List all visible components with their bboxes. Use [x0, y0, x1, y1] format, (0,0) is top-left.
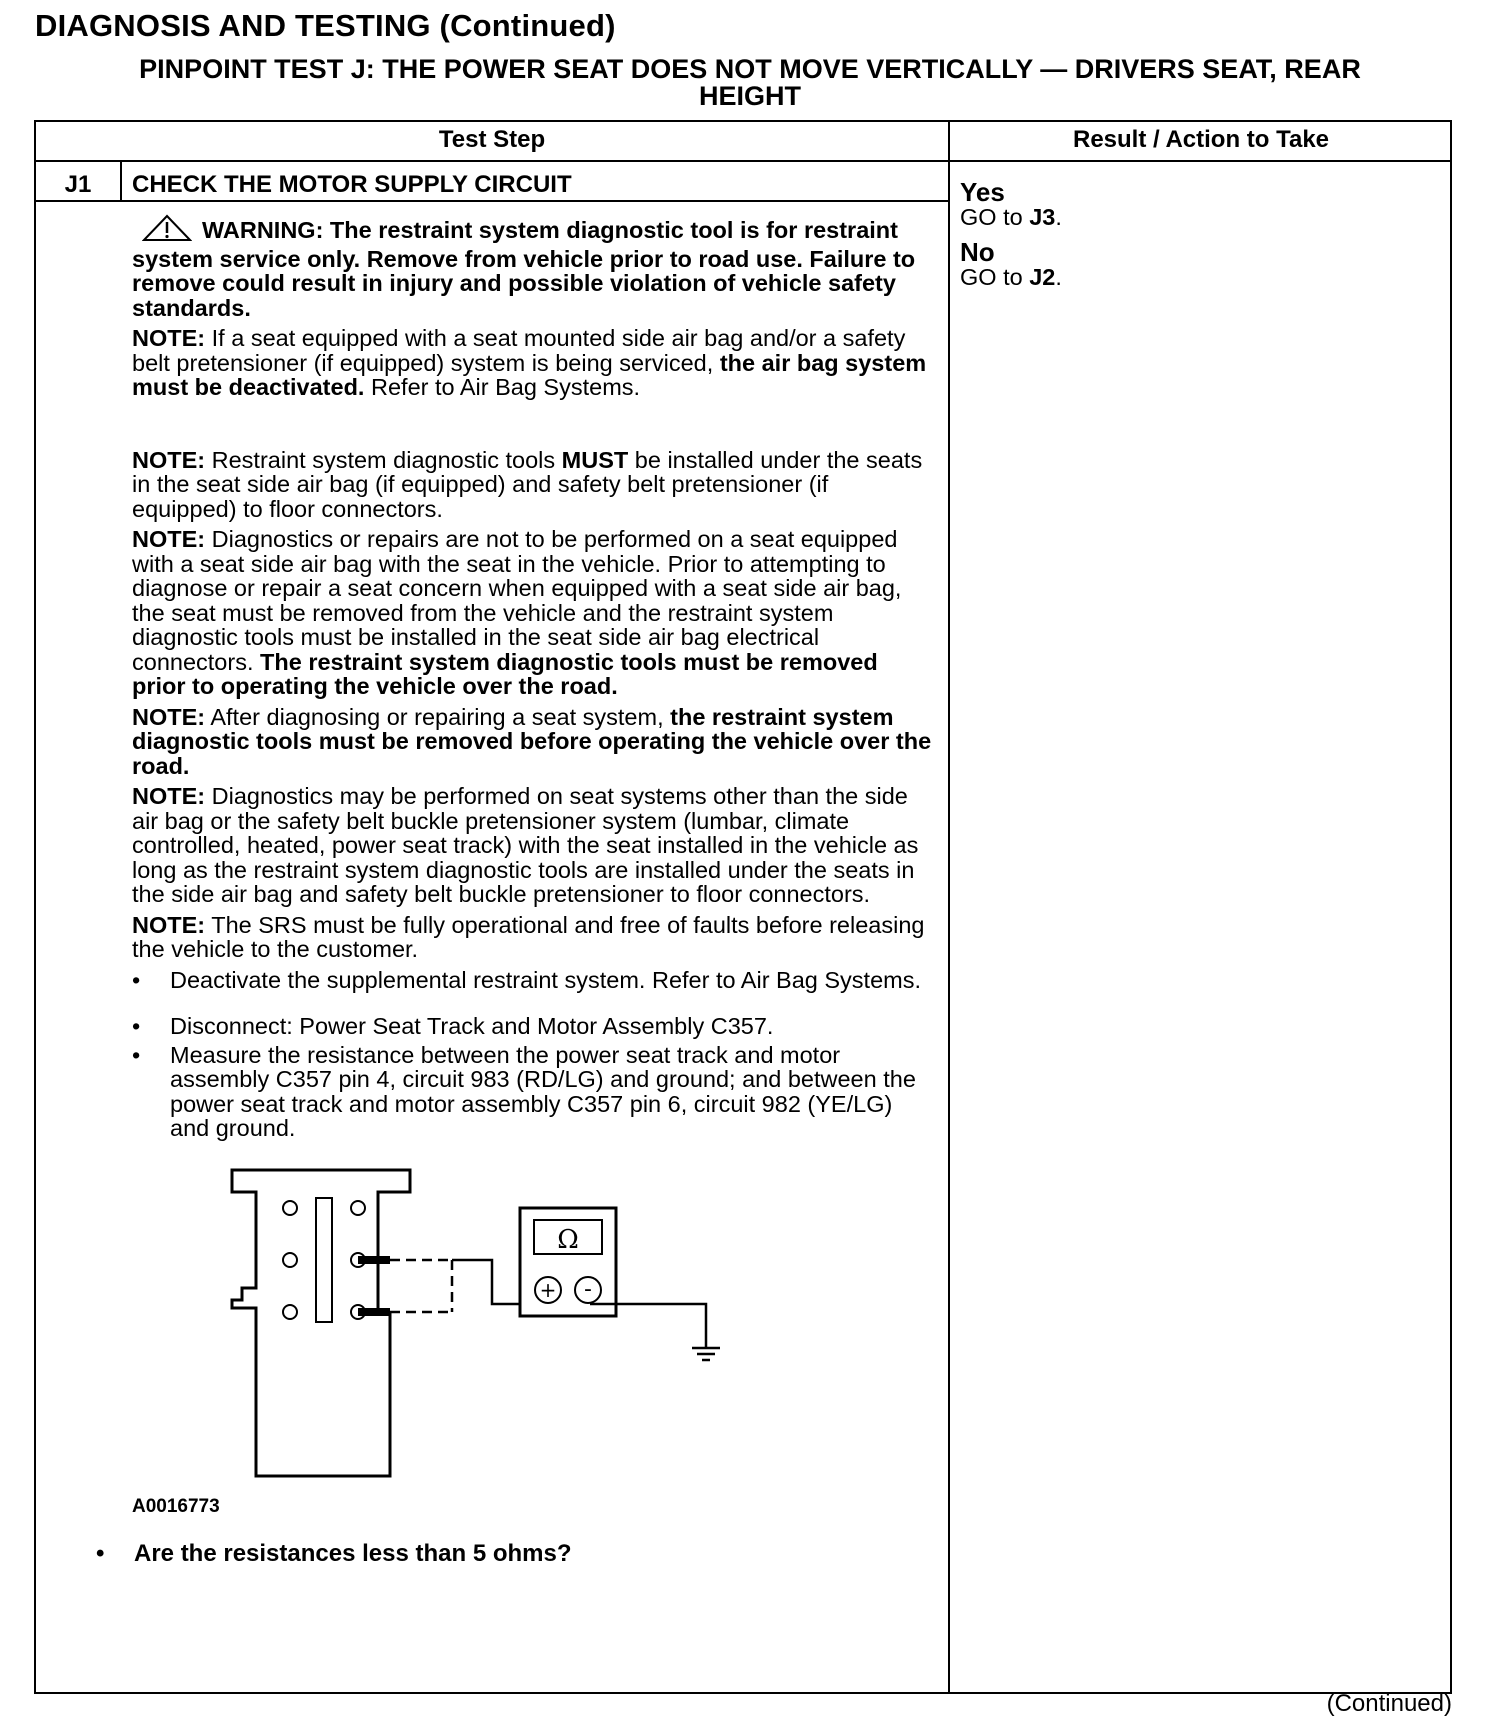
period: . — [1055, 264, 1062, 290]
note-5 — [132, 784, 932, 907]
pinpoint-title-line2: HEIGHT — [698, 81, 801, 111]
result-no-label: No — [960, 237, 995, 267]
pin-circle — [283, 1305, 297, 1319]
bullet: • — [132, 1041, 141, 1068]
ground-lead — [590, 1304, 706, 1348]
note-2 — [132, 448, 932, 522]
note-6 — [132, 913, 932, 962]
probe-pin-6 — [358, 1308, 390, 1316]
note-bold-text: MUST — [561, 446, 629, 473]
result-no-action — [960, 265, 1062, 290]
connector-center-bar — [316, 1198, 332, 1322]
note-text: Diagnostics or repairs are not to be performed on a seat equipped with a seat side air bag with the seat in the vehicle. Prior to attempting to diagnose or repair a seat concern when equipped with a seat side air bag, the seat must be removed from the vehicle and the restraint system diagnostic tools must be installed in the seat side air bag electrical connectors. — [132, 526, 902, 675]
note-bold-text: The restraint system diagnostic tools must be removed prior to operating the vehicle over the road. — [132, 648, 878, 699]
note-text: After diagnosing or repairing a seat system, — [205, 703, 671, 730]
probe-pin-4 — [358, 1256, 390, 1264]
note-text: Refer to Air Bag Systems. — [364, 374, 641, 400]
pin-circle — [283, 1201, 297, 1215]
bullet: • — [132, 966, 141, 993]
test-question — [96, 1540, 572, 1568]
no-target-step: J2 — [1029, 264, 1056, 290]
go-to-text: GO to — [960, 204, 1030, 230]
test-step-body — [132, 214, 932, 1145]
pin-circle — [351, 1201, 365, 1215]
note-label: NOTE: — [132, 526, 206, 552]
bullet: • — [96, 1540, 105, 1567]
note-text: Diagnostics may be performed on seat systems other than the side air bag or the safety belt buckle pretensioner system (lumbar, climate controlled, heated, power seat track) with the seat installed in the vehicle as long as the restraint system diagnostic tools are installed under the seats in the side air bag and safety belt buckle pretensioner to floor connectors. — [132, 783, 919, 907]
page-title: DIAGNOSIS AND TESTING (Continued) — [35, 8, 616, 43]
continued-label: (Continued) — [1326, 1690, 1452, 1717]
pinpoint-title-line1: PINPOINT TEST J: THE POWER SEAT DOES NOT MOVE VERTICALLY — DRIVERS SEAT, REAR — [139, 54, 1361, 84]
warning-label: WARNING: — [202, 217, 324, 243]
question-text: Are the resistances less than 5 ohms? — [134, 1540, 572, 1567]
column-divider — [948, 122, 950, 1694]
warning-triangle-icon — [142, 214, 192, 247]
period: . — [1055, 204, 1062, 230]
note-label: NOTE: — [132, 911, 206, 938]
header-row-divider — [36, 160, 1452, 162]
column-header-result: Result / Action to Take — [1072, 126, 1330, 153]
warning-text: The restraint system diagnostic tool is for restraint system service only. Remove from vehicle prior to road use. Failure to remove could result in injury and possible violation of vehicle safety standards. — [132, 217, 916, 321]
note-text: If a seat equipped with a seat mounted side air bag and/or a safety belt pretensioner (if equipped) system is being serviced, — [132, 325, 906, 376]
minus-sign: - — [584, 1277, 592, 1302]
note-bold-text: the air bag system must be deactivated. — [132, 349, 927, 400]
note-label: NOTE: — [132, 703, 206, 730]
action-list — [132, 968, 932, 1141]
list-item — [132, 1014, 932, 1039]
note-label: NOTE: — [132, 783, 206, 809]
pin-circle — [283, 1253, 297, 1267]
list-item-text: Measure the resistance between the power seat track and motor assembly C357 pin 4, circuit 983 (RD/LG) and ground; and between the power seat track and motor assembly C357 pin 6, circuit 982 (YE/LG) and ground. — [170, 1041, 916, 1141]
step-id-divider — [120, 160, 122, 202]
note-label: NOTE: — [132, 446, 206, 473]
note-bold-text: the restraint system diagnostic tools must be removed before operating the vehicle over the road. — [132, 703, 932, 779]
connector-test-diagram — [190, 1168, 790, 1493]
result-yes-action — [960, 205, 1062, 230]
meter-lead — [452, 1260, 520, 1304]
note-label: NOTE: — [132, 325, 206, 351]
note-1 — [132, 326, 932, 400]
yes-target-step: J3 — [1029, 204, 1056, 230]
plus-sign: + — [539, 1278, 557, 1302]
bullet: • — [132, 1013, 141, 1039]
ohm-symbol: Ω — [557, 1225, 579, 1255]
go-to-text: GO to — [960, 264, 1030, 290]
list-item-text: Deactivate the supplemental restraint system. Refer to Air Bag Systems. — [170, 966, 922, 993]
list-item — [132, 968, 932, 993]
figure-id: A0016773 — [132, 1496, 220, 1517]
list-item — [132, 1043, 932, 1141]
warning-paragraph — [132, 214, 932, 320]
step-title: CHECK THE MOTOR SUPPLY CIRCUIT — [132, 171, 572, 198]
step-id: J1 — [64, 171, 92, 198]
note-text: The SRS must be fully operational and free of faults before releasing the vehicle to the customer. — [132, 911, 925, 962]
note-4 — [132, 705, 932, 779]
result-actions — [960, 177, 1062, 300]
column-header-test-step: Test Step — [438, 126, 546, 153]
pinpoint-test-title — [80, 56, 1420, 110]
note-text: be installed under the seats in the seat side air bag (if equipped) and safety belt pretensioner (if equipped) to floor connectors. — [132, 446, 923, 522]
note-text: Restraint system diagnostic tools — [205, 446, 562, 473]
list-item-text: Disconnect: Power Seat Track and Motor Assembly C357. — [170, 1013, 774, 1039]
result-yes-label: Yes — [960, 177, 1005, 207]
note-3 — [132, 527, 932, 699]
